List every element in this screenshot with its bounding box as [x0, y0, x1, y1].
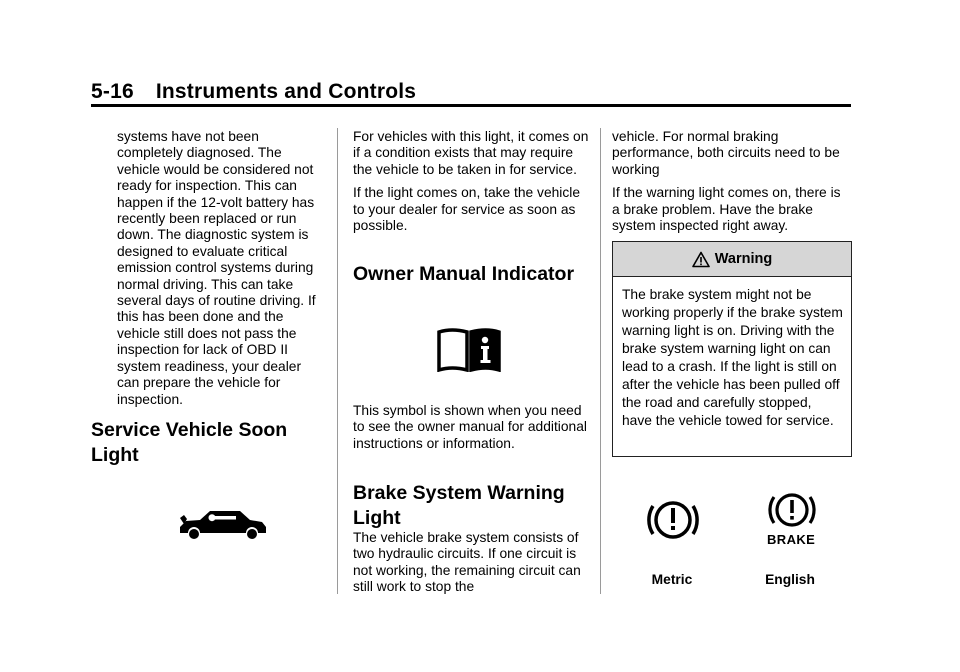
service-vehicle-soon-icon: [176, 505, 268, 541]
brake-english-icon: [764, 490, 820, 532]
col2-paragraph-2: If the light comes on, take the vehicle to your dealer for service as soon as possible.: [353, 185, 581, 234]
col1-paragraph: systems have not been completely diagnosed. The vehicle would be considered not ready for inspection. This can happen if the 12-volt battery has recently been replaced or run down. The diagnostic system is designed to evaluate critical emission control systems during normal driving. This can take several days of routine driving. If this has been done and the vehicle still does not pass the inspection for lack of OBD II system readiness, your dealer can prepare the vehicle for inspection.: [117, 129, 316, 407]
owner-manual-icon: [436, 328, 502, 372]
owner-manual-heading: Owner Manual Indicator: [353, 263, 575, 285]
service-vehicle-soon-heading: Service Vehicle Soon Light: [91, 419, 288, 466]
brake-english-icon-text: BRAKE: [767, 532, 816, 547]
col2-paragraph-3: This symbol is shown when you need to see the owner manual for additional instructions or information.: [353, 403, 587, 451]
english-label: English: [765, 572, 815, 587]
column-divider-1: [337, 128, 338, 594]
section-title: Instruments and Controls: [155, 80, 417, 103]
col2-paragraph-1: For vehicles with this light, it comes on if a condition exists that may require the vehicle to be taken in for service.: [353, 129, 589, 177]
col3-paragraph-1: vehicle. For normal braking performance, both circuits need to be working: [612, 129, 840, 177]
col3-paragraph-2: If the warning light comes on, there is a brake problem. Have the brake system inspected right away.: [612, 185, 841, 234]
warning-header: [613, 242, 851, 277]
col2-paragraph-4: The vehicle brake system consists of two hydraulic circuits. If one circuit is not working, the remaining circuit can still work to stop the: [353, 530, 581, 595]
col2-bottom: [353, 530, 589, 603]
col2-lower: [353, 403, 589, 459]
warning-body: The brake system might not be working properly if the brake system warning light is on. Driving with the brake system warning light on can lead to a crash. If the light is still on after the vehicle has been pulled off the road and carefully stopped, have the vehicle towed for service.: [622, 287, 843, 428]
column-1: [117, 129, 327, 415]
warning-box: [612, 241, 852, 457]
column-divider-2: [600, 128, 601, 594]
column-3: [612, 129, 852, 241]
metric-label: Metric: [651, 572, 693, 587]
page-header: [91, 80, 416, 104]
warning-triangle-icon: [692, 251, 710, 268]
header-rule: [91, 104, 851, 107]
warning-title: Warning: [714, 251, 773, 267]
brake-metric-icon: [645, 497, 701, 543]
page-number: 5-16: [91, 80, 134, 103]
brake-warning-heading: Brake System Warning Light: [353, 482, 565, 529]
column-2: [353, 129, 589, 241]
